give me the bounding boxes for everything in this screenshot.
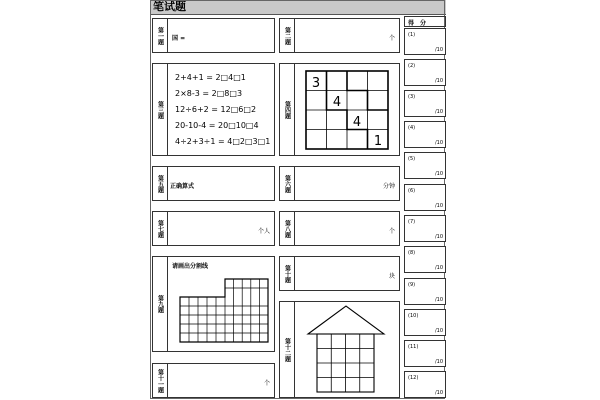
- score-box-number: (5): [408, 156, 416, 162]
- question-7-label: 第七题: [153, 212, 168, 245]
- score-box-max: /10: [434, 265, 443, 271]
- score-box-number: (12): [408, 375, 419, 381]
- question-8-unit: 个: [388, 228, 395, 235]
- equation-5: 4÷2+3÷1 = 4□2□3□1: [175, 137, 271, 146]
- score-box-1[interactable]: [404, 28, 446, 55]
- question-2-box: [279, 18, 400, 53]
- question-6-box: [279, 166, 400, 201]
- question-10-unit: 块: [388, 273, 395, 280]
- grid-digit-2: 4: [332, 95, 342, 110]
- score-box-number: (8): [408, 250, 416, 256]
- question-9-box: [152, 256, 275, 352]
- score-box-10[interactable]: [404, 309, 446, 336]
- score-box-5[interactable]: [404, 152, 446, 179]
- equation-3: 12÷6+2 = 12□6□2: [175, 105, 257, 114]
- score-box-11[interactable]: [404, 340, 446, 367]
- question-3-label: 第三题: [153, 64, 168, 155]
- score-box-max: /10: [434, 47, 443, 53]
- question-1-label: 第一题: [153, 19, 168, 52]
- question-2-label: 第二题: [280, 19, 295, 52]
- score-box-max: /10: [434, 78, 443, 84]
- question-5-label: 第五题: [153, 167, 168, 200]
- score-box-8[interactable]: [404, 246, 446, 273]
- score-box-6[interactable]: [404, 184, 446, 211]
- question-11-label: 第十一题: [153, 364, 168, 397]
- score-box-number: (9): [408, 282, 416, 288]
- question-4-box: [279, 63, 400, 156]
- score-box-max: /10: [434, 359, 443, 365]
- question-7-unit: 个人: [257, 228, 270, 235]
- equation-1: 2+4+1 = 2□4□1: [175, 73, 246, 82]
- house-figure: [302, 304, 392, 394]
- score-box-4[interactable]: [404, 121, 446, 148]
- question-11-unit: 个: [263, 380, 270, 387]
- score-box-max: /10: [434, 203, 443, 209]
- question-8-label: 第八题: [280, 212, 295, 245]
- grid-digit-4: 1: [373, 134, 383, 149]
- question-6-unit: 分钟: [382, 183, 395, 190]
- question-10-label: 第十题: [280, 257, 295, 290]
- dissection-grid: [179, 277, 269, 343]
- question-2-unit: 个: [388, 35, 395, 42]
- score-box-number: (4): [408, 125, 416, 131]
- score-box-number: (6): [408, 188, 416, 194]
- score-box-7[interactable]: [404, 215, 446, 242]
- score-box-9[interactable]: [404, 278, 446, 305]
- question-1-text: 国 =: [172, 35, 186, 42]
- question-10-box: [279, 256, 400, 291]
- score-box-max: /10: [434, 390, 443, 396]
- score-box-number: (3): [408, 94, 416, 100]
- score-box-number: (1): [408, 32, 416, 38]
- score-box-max: /10: [434, 234, 443, 240]
- equation-4: 20-10-4 = 20□10□4: [175, 121, 259, 130]
- question-9-text: 请画出分割线: [172, 263, 209, 270]
- score-box-number: (11): [408, 344, 419, 350]
- question-12-label: 第十二题: [280, 302, 295, 397]
- question-5-text: 正确算式: [170, 183, 195, 190]
- question-11-box: [152, 363, 275, 398]
- score-box-max: /10: [434, 109, 443, 115]
- score-box-number: (10): [408, 313, 419, 319]
- grid-digit-1: 3: [311, 76, 321, 91]
- question-5-box: [152, 166, 275, 201]
- question-9-label: 第九题: [153, 257, 168, 351]
- score-box-max: /10: [434, 140, 443, 146]
- question-1-box: [152, 18, 275, 53]
- score-box-max: /10: [434, 171, 443, 177]
- score-box-number: (2): [408, 63, 416, 69]
- question-4-label: 第四题: [280, 64, 295, 155]
- score-box-2[interactable]: [404, 59, 446, 86]
- question-12-box: [279, 301, 400, 398]
- number-grid: [305, 70, 389, 150]
- question-7-box: [152, 211, 275, 246]
- score-box-max: /10: [434, 328, 443, 334]
- equation-2: 2×8-3 = 2□8□3: [175, 89, 243, 98]
- question-3-box: [152, 63, 275, 156]
- score-box-max: /10: [434, 297, 443, 303]
- question-6-label: 第六题: [280, 167, 295, 200]
- score-box-number: (7): [408, 219, 416, 225]
- grid-digit-3: 4: [352, 115, 362, 130]
- score-box-3[interactable]: [404, 90, 446, 117]
- equation-list: [175, 70, 270, 150]
- score-header: 得 分: [404, 16, 446, 27]
- sheet-title: 笔试题: [153, 0, 186, 13]
- question-8-box: [279, 211, 400, 246]
- score-box-12[interactable]: [404, 371, 446, 398]
